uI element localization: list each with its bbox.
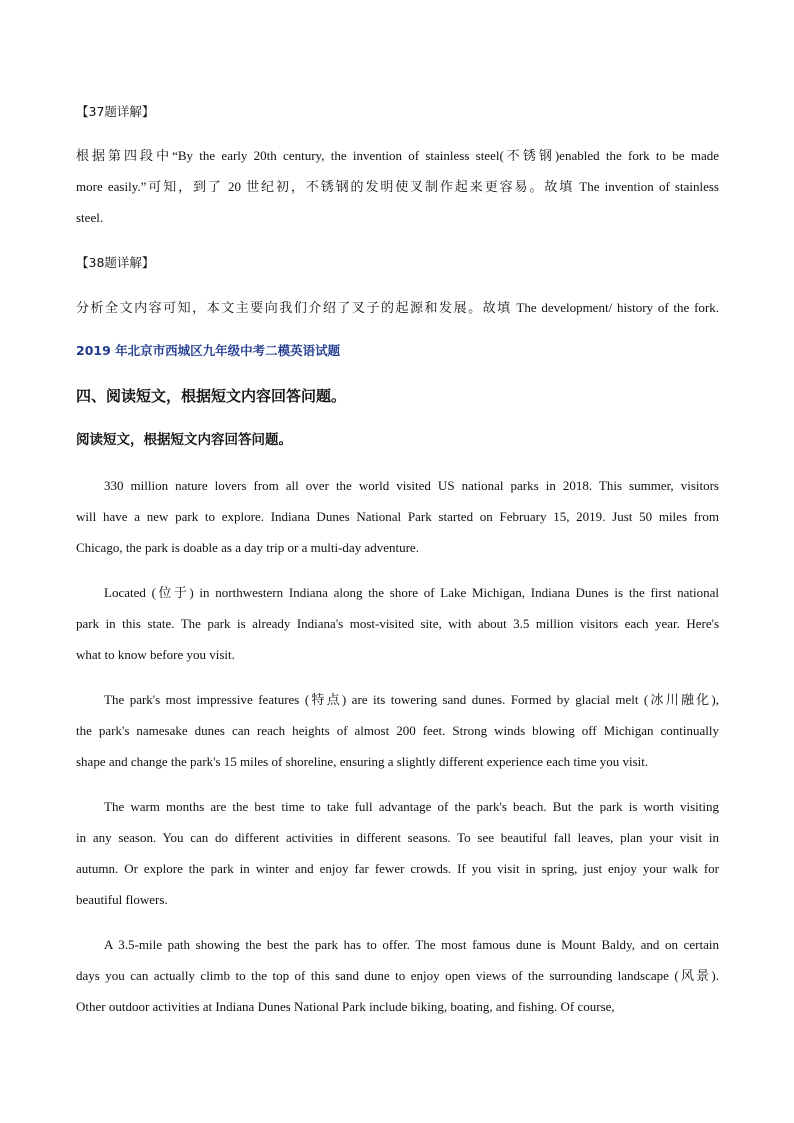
paragraph-5-line-3: Other outdoor activities at Indiana Dunes National Park include biking, boating, and fishing. Of course, [76, 999, 615, 1014]
paragraph-4-line-3: autumn. Or explore the park in winter and enjoy far fewer crowds. If you visit in spring, just enjoy your walk for [76, 861, 719, 876]
paragraph-3-line-2: the park's namesake dunes can reach heights of almost 200 feet. Strong winds blowing off Michigan continually [76, 723, 719, 738]
paragraph-5-line-1: A 3.5-mile path showing the best the park has to offer. The most famous dune is Mount Baldy, and on certain [104, 937, 719, 952]
paragraph-1-line-2: will have a new park to explore. Indiana Dunes National Park started on February 15, 2019. Just 50 miles from [76, 509, 719, 524]
q37-line-3: steel. [76, 210, 104, 225]
q38-line-1: 分析全文内容可知，本文主要向我们介绍了叉子的起源和发展。故填 The development/ history of the fork. [76, 300, 719, 315]
paragraph-2-line-2: park in this state. The park is already Indiana's most-visited site, with about 3.5 million visitors each year. Here's [76, 616, 719, 631]
q37-line-1: 根据第四段中“By the early 20th century, the invention of stainless steel(不锈钢)enabled the fork to be made [76, 148, 719, 163]
paragraph-1-line-3: Chicago, the park is doable as a day trip or a multi-day adventure. [76, 540, 419, 555]
paragraph-3-line-1: The park's most impressive features (特点) are its towering sand dunes. Formed by glacial melt (冰川融化), [104, 692, 719, 707]
paragraph-4-line-1: The warm months are the best time to take full advantage of the park's beach. But the park is worth visiting [104, 799, 719, 814]
paragraph-2-line-1: Located (位于) in northwestern Indiana along the shore of Lake Michigan, Indiana Dunes is the first national [104, 585, 719, 600]
q37-heading: 【37题详解】 [76, 104, 155, 119]
paragraph-4-line-2: in any season. You can do different activities in different seasons. To see beautiful fall leaves, plan your visit in [76, 830, 719, 845]
paragraph-5-line-2: days you can actually climb to the top of this sand dune to enjoy open views of the surrounding landscape (风景). [76, 968, 719, 983]
exam-title: 2019 年北京市西城区九年级中考二模英语试题 [76, 343, 341, 358]
paragraph-1-line-1: 330 million nature lovers from all over the world visited US national parks in 2018. This summer, visitors [104, 478, 719, 493]
paragraph-2-line-3: what to know before you visit. [76, 647, 235, 662]
instruction: 阅读短文，根据短文内容回答问题。 [76, 432, 292, 448]
q38-heading: 【38题详解】 [76, 255, 155, 270]
paragraph-4-line-4: beautiful flowers. [76, 892, 168, 907]
part-title: 四、阅读短文，根据短文内容回答问题。 [76, 387, 347, 405]
q37-line-2: more easily.”可知，到了 20 世纪初，不锈钢的发明使叉制作起来更容易。故填 The invention of stainless [76, 179, 719, 194]
paragraph-3-line-3: shape and change the park's 15 miles of shoreline, ensuring a slightly different experience each time you visit. [76, 754, 649, 769]
